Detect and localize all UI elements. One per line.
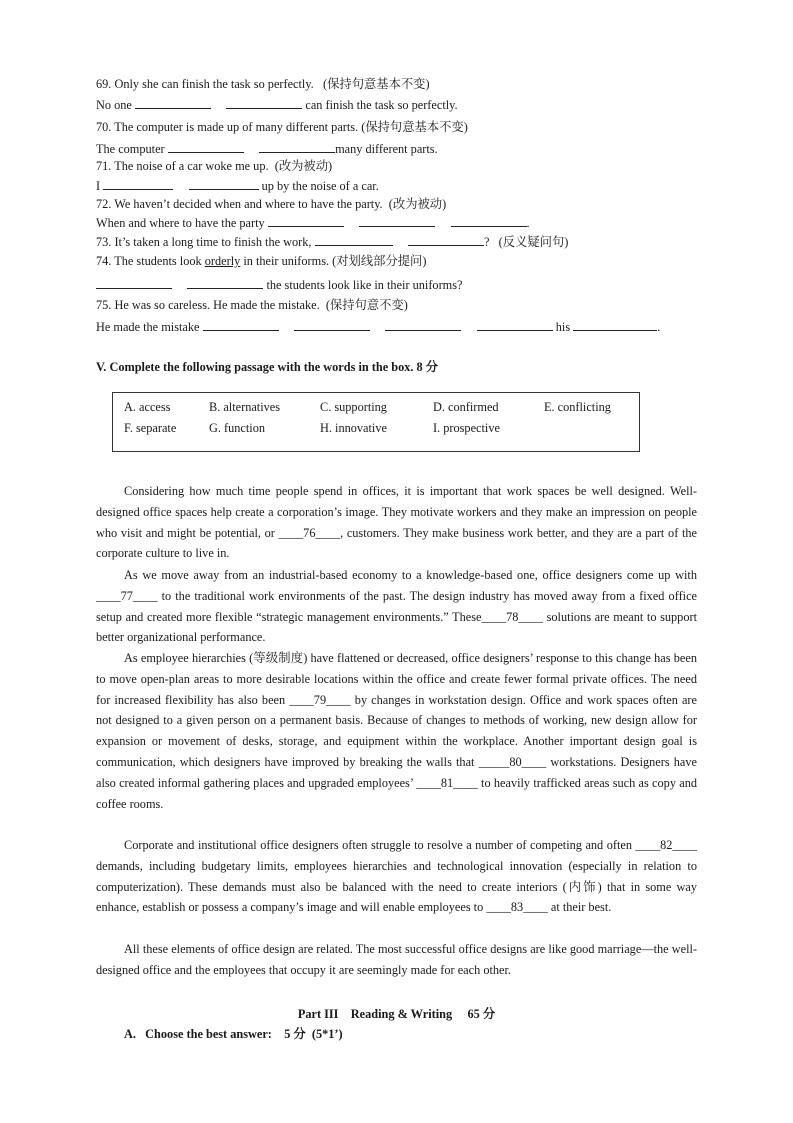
answer-blank[interactable] <box>189 177 259 190</box>
option-c: C. supporting <box>320 400 387 414</box>
exercise-75-answer: He made the mistake his . <box>96 320 661 334</box>
answer-blank[interactable] <box>359 214 435 227</box>
option-h: H. innovative <box>320 421 387 435</box>
option-b: B. alternatives <box>209 400 281 414</box>
answer-blank[interactable] <box>96 276 172 289</box>
answer-blank[interactable] <box>408 233 484 246</box>
exercise-74-answer: the students look like in their uniforms? <box>96 276 463 293</box>
exercise-70-answer: The computer many different parts. <box>96 142 438 156</box>
answer-blank[interactable] <box>268 214 344 227</box>
answer-blank[interactable] <box>385 318 461 331</box>
exercise-74-prompt: 74. The students look orderly in their uniforms. (对划线部分提问) <box>96 254 427 268</box>
option-e: E. conflicting <box>544 400 611 414</box>
passage-paragraph-2: As we move away from an industrial-based economy to a knowledge-based one, office designers come up with ____77____ to the traditional work environments of the past. The design industry has moved away from a fixed office setup and created more flexible “strategic management environments.” These____78____ solutions are meant to support better organizational performance. <box>96 568 697 645</box>
answer-blank[interactable] <box>226 96 302 109</box>
word-box <box>112 392 640 452</box>
option-f: F. separate <box>124 421 177 435</box>
answer-blank[interactable] <box>103 177 173 190</box>
answer-blank[interactable] <box>294 318 370 331</box>
option-g: G. function <box>209 421 266 435</box>
answer-blank[interactable] <box>315 233 393 246</box>
part-iii-subtitle: A. Choose the best answer: 5 分 (5*1’) <box>124 1027 343 1041</box>
exercise-73-prompt: 73. It’s taken a long time to finish the work, ? (反义疑问句) <box>96 235 569 249</box>
answer-blank[interactable] <box>573 318 657 331</box>
exercise-71-prompt: 71. The noise of a car woke me up. (改为被动) <box>96 159 333 173</box>
option-i: I. prospective <box>433 421 500 435</box>
option-d: D. confirmed <box>433 400 499 414</box>
exercise-71-answer: I up by the noise of a car. <box>96 179 379 193</box>
answer-blank[interactable] <box>451 214 527 227</box>
passage-paragraph-5: All these elements of office design are related. The most successful office designs are like good marriage—the well-designed office and the employees that occupy it are seemingly made for each other. <box>96 942 697 977</box>
exercise-69-prompt: 69. Only she can finish the task so perfectly. (保持句意基本不变) <box>96 77 430 91</box>
exercise-72-answer: When and where to have the party . <box>96 216 530 230</box>
exercise-70-prompt: 70. The computer is made up of many different parts. (保持句意基本不变) <box>96 120 468 134</box>
part-iii-title: Part III Reading & Writing 65 分 <box>297 1007 496 1021</box>
answer-blank[interactable] <box>135 96 211 109</box>
answer-blank[interactable] <box>259 140 335 153</box>
exercise-75-prompt: 75. He was so careless. He made the mistake. (保持句意不变) <box>96 298 408 312</box>
answer-blank[interactable] <box>477 318 553 331</box>
exercise-72-prompt: 72. We haven’t decided when and where to have the party. (改为被动) <box>96 197 447 211</box>
passage-paragraph-4: Corporate and institutional office designers often struggle to resolve a number of competing and often ____82____ demands, including budgetary limits, employees hierarchies and technological innovation (especially in relation to computerization). These demands must also be balanced with the need to create interiors (内饰) that in some way enhance, establish or possess a company’s image and will enable employees to ____83____ at their best. <box>96 838 697 915</box>
answer-blank[interactable] <box>187 276 263 289</box>
underlined-word: orderly <box>204 254 241 268</box>
passage-paragraph-3: As employee hierarchies (等级制度) have flattened or decreased, office designers’ response to this change has been to move open-plan areas to more desirable locations within the office and create fewer formal private offices. The need for increased flexibility has also been ____79____ by changes in workstation design. Office and work spaces often are not designed to a given person on a permanent basis. Because of changes to methods of working, new design allow for expansion or movement of desks, storage, and equipment within the workplace. Another important design goal is communication, which designers have improved by breaking the walls that _____80____ workstations. Designers have also created informal gathering places and upgraded employees’ ____81____ to heavily trafficked areas such as copy and coffee rooms. <box>96 651 697 811</box>
option-a: A. access <box>124 400 171 414</box>
answer-blank[interactable] <box>203 318 279 331</box>
exercise-69-answer: No one can finish the task so perfectly. <box>96 98 458 112</box>
answer-blank[interactable] <box>168 140 244 153</box>
passage-paragraph-1: Considering how much time people spend in offices, it is important that work spaces be well designed. Well-designed office spaces help create a corporation’s image. They motivate workers and they make an impression on people who visit and might be potential, or ____76____, customers. They make business work better, and they are a part of the corporate culture to live in. <box>96 484 697 561</box>
section-v-title: V. Complete the following passage with the words in the box. 8 分 <box>96 360 439 374</box>
